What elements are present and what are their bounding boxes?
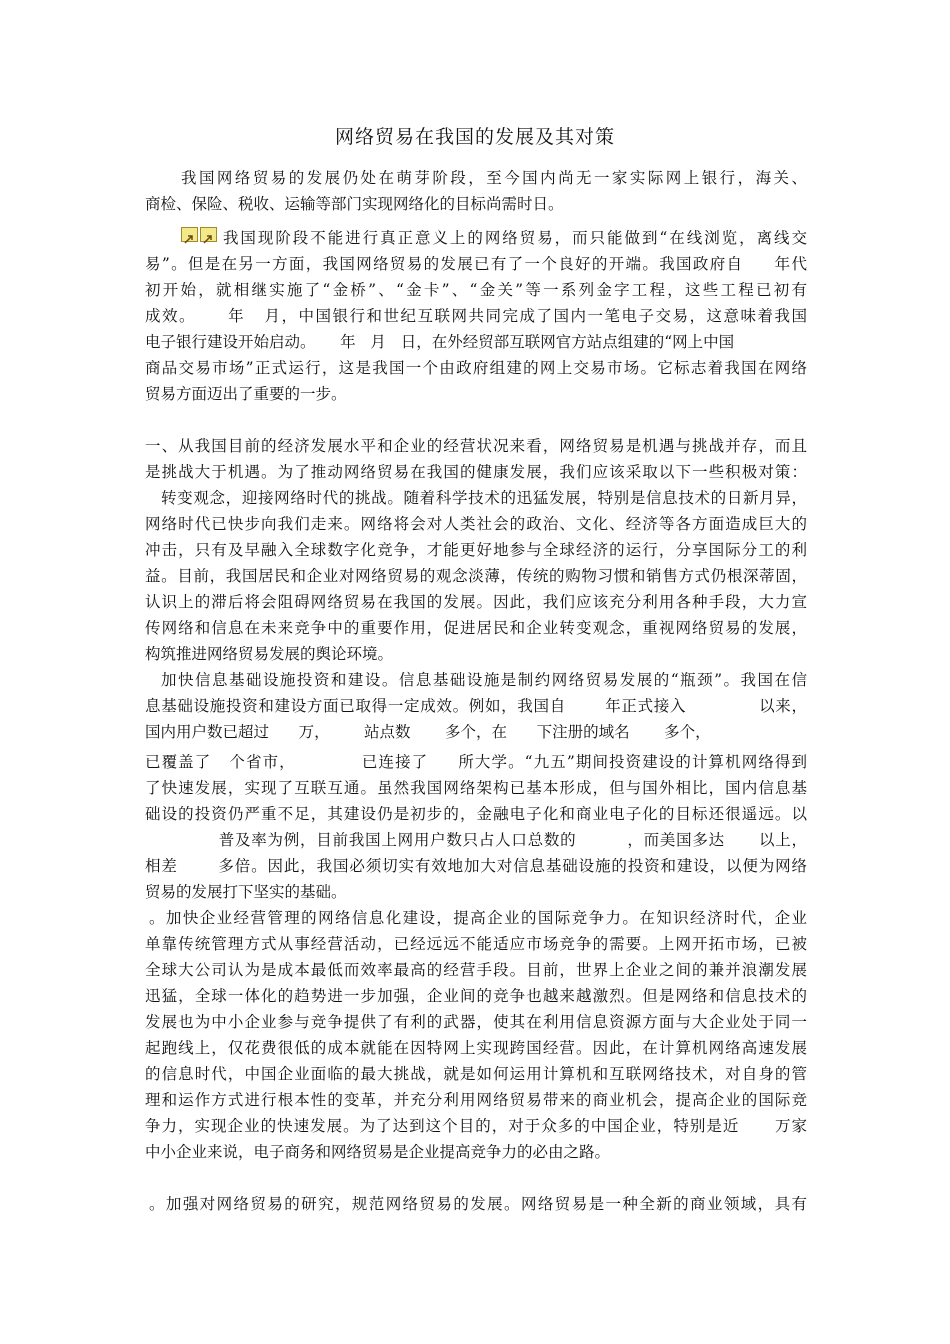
line-text: 成效。 年 月，中国银行和世纪互联网共同完成了国内一笔电子交易，这意味着我国 <box>145 307 807 325</box>
text-line <box>145 277 807 303</box>
text-line <box>145 615 807 641</box>
text-line <box>145 641 807 667</box>
line-text: 争力，实现企业的快速发展。为了达到这个目的，对于众多的中国企业，特别是近 万家 <box>145 1117 807 1135</box>
line-text: 全球大公司认为是成本最低而效率最高的经营手段。目前，世界上企业之间的兼并浪潮发展 <box>145 961 807 979</box>
document-link-icon[interactable] <box>181 227 198 242</box>
text-line <box>145 957 807 983</box>
line-text: 构筑推进网络贸易发展的舆论环境。 <box>145 645 394 663</box>
text-line <box>145 1191 807 1217</box>
text-line <box>145 225 807 254</box>
text-line <box>145 719 807 745</box>
line-text: 单靠传统管理方式从事经营活动，已经远远不能适应市场竞争的需要。上网开拓市场，已被 <box>145 935 807 953</box>
line-text: 础设的投资仍严重不足，其建设仍是初步的，金融电子化和商业电子化的目标还很遥远。以 <box>145 805 807 823</box>
text-line <box>145 1087 807 1113</box>
line-text: 益。目前，我国居民和企业对网络贸易的观念淡薄，传统的购物习惯和销售方式仍根深蒂固， <box>145 567 807 585</box>
text-line <box>145 693 807 719</box>
document-link-icon[interactable] <box>200 227 217 242</box>
text-line <box>145 485 807 511</box>
text-line <box>145 433 807 459</box>
text-line <box>145 191 807 217</box>
text-line <box>145 983 807 1009</box>
line-text: 发展也为中小企业参与竞争提供了有利的武器，使其在利用信息资源方面与大企业处于同一 <box>145 1013 807 1031</box>
line-text: 了快速发展，实现了互联互通。虽然我国网络架构已基本形成，但与国外相比，国内信息基 <box>145 779 807 797</box>
line-text: 转变观念，迎接网络时代的挑战。随着科学技术的迅猛发展，特别是信息技术的日新月异， <box>161 489 807 507</box>
line-text: 电子银行建设开始启动。 年 月 日，在外经贸部互联网官方站点组建的“网上中国 <box>145 333 735 351</box>
line-text: 国内用户数已超过 万， 站点数 多个，在 下注册的域名 多个， <box>145 723 711 741</box>
text-line <box>145 459 807 485</box>
text-line <box>145 931 807 957</box>
text-line <box>145 879 807 905</box>
line-text: 贸易的发展打下坚实的基础。 <box>145 883 347 901</box>
line-text: 传网络和信息在未来竞争中的重要作用，促进居民和企业转变观念，重视网络贸易的发展， <box>145 619 807 637</box>
text-line <box>145 381 807 407</box>
line-text: 是挑战大于机遇。为了推动网络贸易在我国的健康发展，我们应该采取以下一些积极对策： <box>145 463 807 481</box>
line-text: 初开始，就相继实施了“金桥”、“金卡”、“金关”等一系列金字工程，这些工程已初有 <box>145 281 807 299</box>
line-text: 我国现阶段不能进行真正意义上的网络贸易，而只能做到“在线浏览，离线交 <box>221 229 807 247</box>
text-line <box>145 1139 807 1165</box>
text-line <box>145 329 807 355</box>
text-line <box>145 853 807 879</box>
text-line <box>145 563 807 589</box>
line-text: 迅猛，全球一体化的趋势进一步加强，企业间的竞争也越来越激烈。但是网络和信息技术的 <box>145 987 807 1005</box>
text-line <box>145 905 807 931</box>
embedded-icons <box>181 227 219 254</box>
text-line <box>145 511 807 537</box>
line-text: 冲击，只有及早融入全球数字化竞争，才能更好地参与全球经济的运行，分享国际分工的利 <box>145 541 807 559</box>
text-line <box>145 827 807 853</box>
text-line <box>145 1113 807 1139</box>
line-text: 。加强对网络贸易的研究，规范网络贸易的发展。网络贸易是一种全新的商业领域，具有 <box>149 1195 807 1213</box>
line-text: 的信息时代，中国企业面临的最大挑战，就是如何运用计算机和互联网络技术，对自身的管 <box>145 1065 807 1083</box>
text-line <box>145 749 807 775</box>
line-text: 认识上的滞后将会阻碍网络贸易在我国的发展。因此，我们应该充分利用各种手段，大力宣 <box>145 593 807 611</box>
text-line <box>145 165 807 191</box>
line-text: 商品交易市场”正式运行，这是我国一个由政府组建的网上交易市场。它标志着我国在网络 <box>145 359 807 377</box>
text-line <box>145 251 807 277</box>
line-text: 已覆盖了 个省市， 已连接了 所大学。“九五”期间投资建设的计算机网络得到 <box>145 753 807 771</box>
line-text: 中小企业来说，电子商务和网络贸易是企业提高竞争力的必由之路。 <box>145 1143 611 1161</box>
line-text: 贸易方面迈出了重要的一步。 <box>145 385 347 403</box>
text-line <box>145 303 807 329</box>
text-line <box>145 1035 807 1061</box>
text-line <box>145 801 807 827</box>
line-text: 普及率为例，目前我国上网用户数只占人口总数的 ，而美国多达 以上， <box>145 831 807 849</box>
line-text: 。加快企业经营管理的网络信息化建设，提高企业的国际竞争力。在知识经济时代，企业 <box>149 909 807 927</box>
text-line <box>145 667 807 693</box>
line-text: 起跑线上，仅花费很低的成本就能在因特网上实现跨国经营。因此，在计算机网络高速发展 <box>145 1039 807 1057</box>
line-text: 加快信息基础设施投资和建设。信息基础设施是制约网络贸易发展的“瓶颈”。我国在信 <box>161 671 807 689</box>
line-text: 理和运作方式进行根本性的变革，并充分利用网络贸易带来的商业机会，提高企业的国际竞 <box>145 1091 807 1109</box>
line-text: 息基础设施投资和建设方面已取得一定成效。例如，我国自 年正式接入 以来， <box>145 697 807 715</box>
line-text: 一、从我国目前的经济发展水平和企业的经营状况来看，网络贸易是机遇与挑战并存，而且 <box>145 437 807 455</box>
text-line <box>145 355 807 381</box>
text-line <box>145 589 807 615</box>
page-title: 网络贸易在我国的发展及其对策 <box>334 126 615 148</box>
line-text: 网络时代已快步向我们走来。网络将会对人类社会的政治、文化、经济等各方面造成巨大的 <box>145 515 807 533</box>
text-line <box>145 775 807 801</box>
text-line <box>145 537 807 563</box>
line-text: 易”。但是在另一方面，我国网络贸易的发展已有了一个良好的开端。我国政府自 年代 <box>145 255 807 273</box>
text-line <box>145 1009 807 1035</box>
line-text: 相差 多倍。因此，我国必须切实有效地加大对信息基础设施的投资和建设，以便为网络 <box>145 857 807 875</box>
line-text: 我国网络贸易的发展仍处在萌芽阶段，至今国内尚无一家实际网上银行，海关、 <box>181 169 807 187</box>
text-line <box>145 1061 807 1087</box>
line-text: 商检、保险、税收、运输等部门实现网络化的目标尚需时日。 <box>145 195 564 213</box>
